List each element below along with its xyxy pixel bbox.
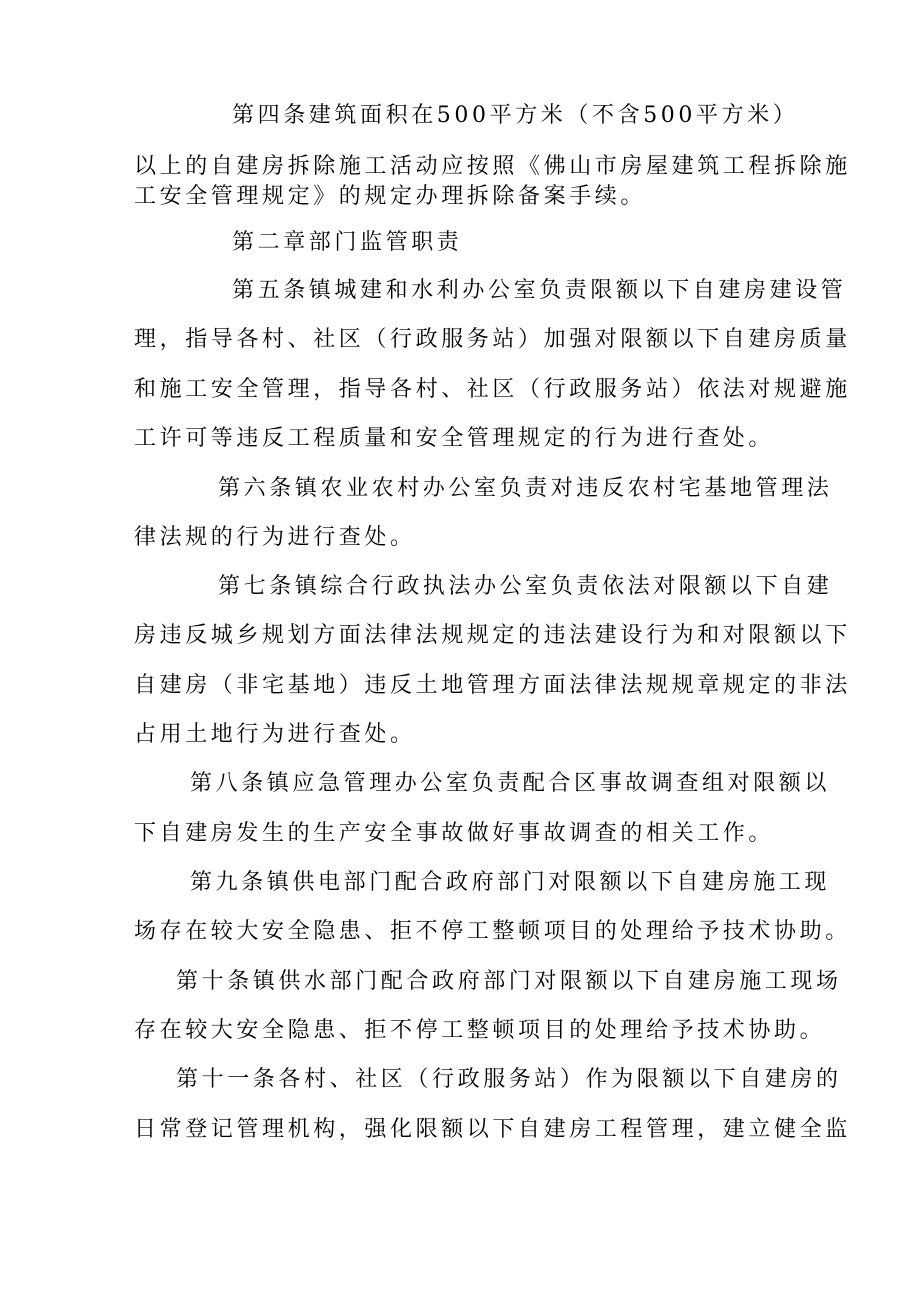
article-9-line-2: 场存在较大安全隐患、拒不停工整顿项目的处理给予技术协助。 — [134, 919, 851, 944]
article-7-line-1: 第七条镇综合行政执法办公室负责依法对限额以下自建 — [218, 574, 833, 599]
article-5-line-1: 第五条镇城建和水利办公室负责限额以下自建房建设管 — [232, 278, 847, 303]
article-11-line-2: 日常登记管理机构，强化限额以下自建房工程管理，建立健全监 — [134, 1117, 851, 1142]
article-7-line-3: 自建房（非宅基地）违反土地管理方面法律法规规章规定的非法 — [134, 673, 851, 698]
article-8-line-2: 下自建房发生的生产安全事故做好事故调查的相关工作。 — [134, 821, 775, 846]
article-6-line-2: 律法规的行为进行查处。 — [134, 525, 416, 550]
article-6-line-1: 第六条镇农业农村办公室负责对违反农村宅基地管理法 — [218, 476, 833, 501]
article-4-line-2: 以上的自建房拆除施工活动应按照《佛山市房屋建筑工程拆除施 — [134, 154, 851, 179]
article-8-line-1: 第八条镇应急管理办公室负责配合区事故调查组对限额以 — [190, 771, 831, 796]
article-5-line-4: 工许可等违反工程质量和安全管理规定的行为进行查处。 — [134, 426, 775, 451]
chapter-2-heading: 第二章部门监管职责 — [232, 230, 463, 255]
article-4-line-3: 工安全管理规定》的规定办理拆除备案手续。 — [134, 184, 647, 209]
article-10-line-1: 第十条镇供水部门配合政府部门对限额以下自建房施工现场 — [176, 969, 842, 994]
article-11-line-1: 第十一条各村、社区（行政服务站）作为限额以下自建房的 — [176, 1067, 842, 1092]
article-5-line-3: 和施工安全管理，指导各村、社区（行政服务站）依法对规避施 — [134, 377, 851, 402]
article-5-line-2: 理，指导各村、社区（行政服务站）加强对限额以下自建房质量 — [134, 327, 851, 352]
article-10-line-2: 存在较大安全隐患、拒不停工整顿项目的处理给予技术协助。 — [134, 1018, 826, 1043]
article-4-line-1: 第四条建筑面积在500平方米（不含500平方米） — [232, 103, 799, 128]
article-7-line-4: 占用土地行为进行查处。 — [134, 722, 416, 747]
article-9-line-1: 第九条镇供电部门配合政府部门对限额以下自建房施工现 — [190, 870, 831, 895]
article-7-line-2: 房违反城乡规划方面法律法规规定的违法建设行为和对限额以下 — [134, 623, 851, 648]
